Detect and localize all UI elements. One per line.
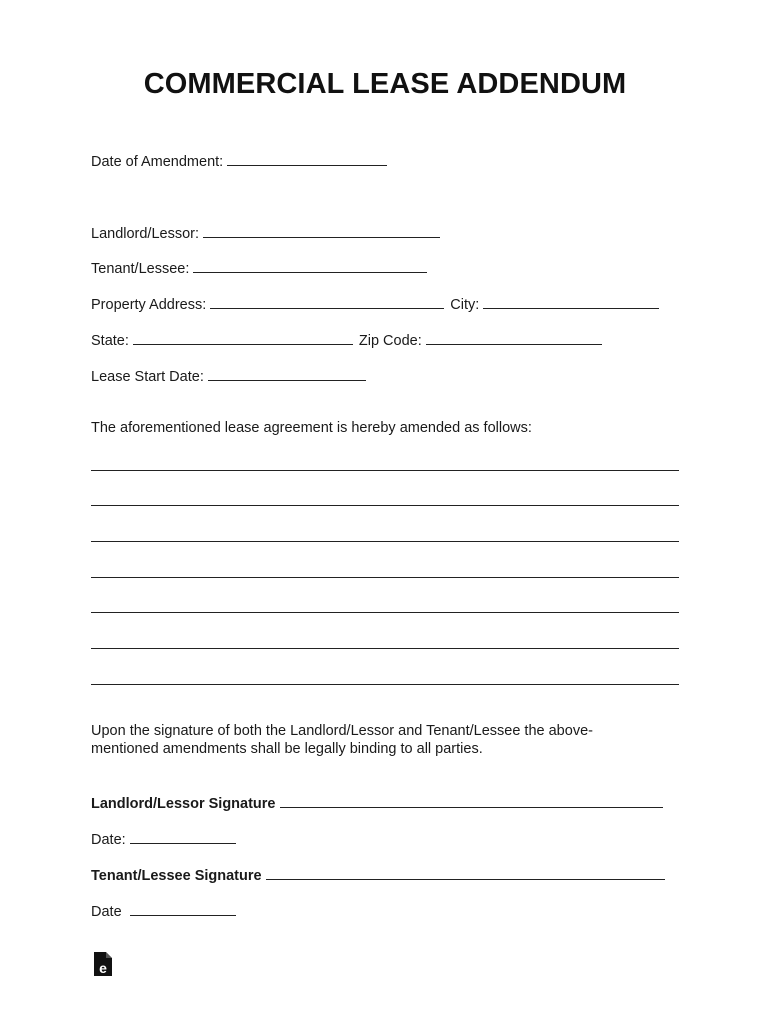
property-address-label: Property Address: [91,297,207,313]
landlord-signature-row [91,793,663,813]
state-field[interactable] [133,330,353,345]
amendment-line-1[interactable] [91,470,679,471]
tenant-date-row [91,901,236,921]
landlord-signature-label: Landlord/Lessor Signature [91,796,276,812]
lease-start-date-field[interactable] [208,366,366,381]
city-field[interactable] [483,294,659,309]
landlord-date-row [91,829,236,849]
property-address-field[interactable] [210,294,444,309]
amendment-line-7[interactable] [91,684,679,685]
amendment-line-2[interactable] [91,505,679,506]
tenant-signature-row [91,865,665,885]
amendment-line-5[interactable] [91,612,679,613]
property-address-row [91,294,659,314]
tenant-row [91,258,427,278]
tenant-signature-field[interactable] [266,865,665,880]
zip-code-label: Zip Code: [358,333,422,349]
tenant-label: Tenant/Lessee: [91,261,190,277]
tenant-signature-label: Tenant/Lessee Signature [91,868,262,884]
landlord-date-field[interactable] [130,829,236,844]
eforms-logo-icon [93,951,113,977]
tenant-field[interactable] [193,258,427,273]
binding-statement: Upon the signature of both the Landlord/Lessor and Tenant/Lessee the above-mentioned amendments shall be legally binding to all parties. [91,723,593,757]
city-label: City: [450,297,480,313]
tenant-date-label: Date [91,904,122,920]
lease-start-date-label: Lease Start Date: [91,369,204,385]
landlord-field[interactable] [203,223,440,238]
document-title: COMMERCIAL LEASE ADDENDUM [143,68,627,100]
landlord-signature-field[interactable] [280,793,663,808]
amendment-line-6[interactable] [91,648,679,649]
date-of-amendment-field[interactable] [227,151,387,166]
amendment-intro: The aforementioned lease agreement is hereby amended as follows: [91,420,532,436]
state-zip-row [91,330,602,350]
landlord-label: Landlord/Lessor: [91,226,200,242]
date-of-amendment-row [91,151,387,171]
amendment-line-3[interactable] [91,541,679,542]
zip-code-field[interactable] [426,330,602,345]
amendment-line-4[interactable] [91,577,679,578]
date-of-amendment-label: Date of Amendment: [91,154,224,170]
svg-text:e: e [99,960,107,976]
lease-start-date-row [91,366,366,386]
landlord-date-label: Date: [91,832,126,848]
tenant-date-field[interactable] [130,901,236,916]
landlord-row [91,223,440,243]
state-label: State: [91,333,129,349]
